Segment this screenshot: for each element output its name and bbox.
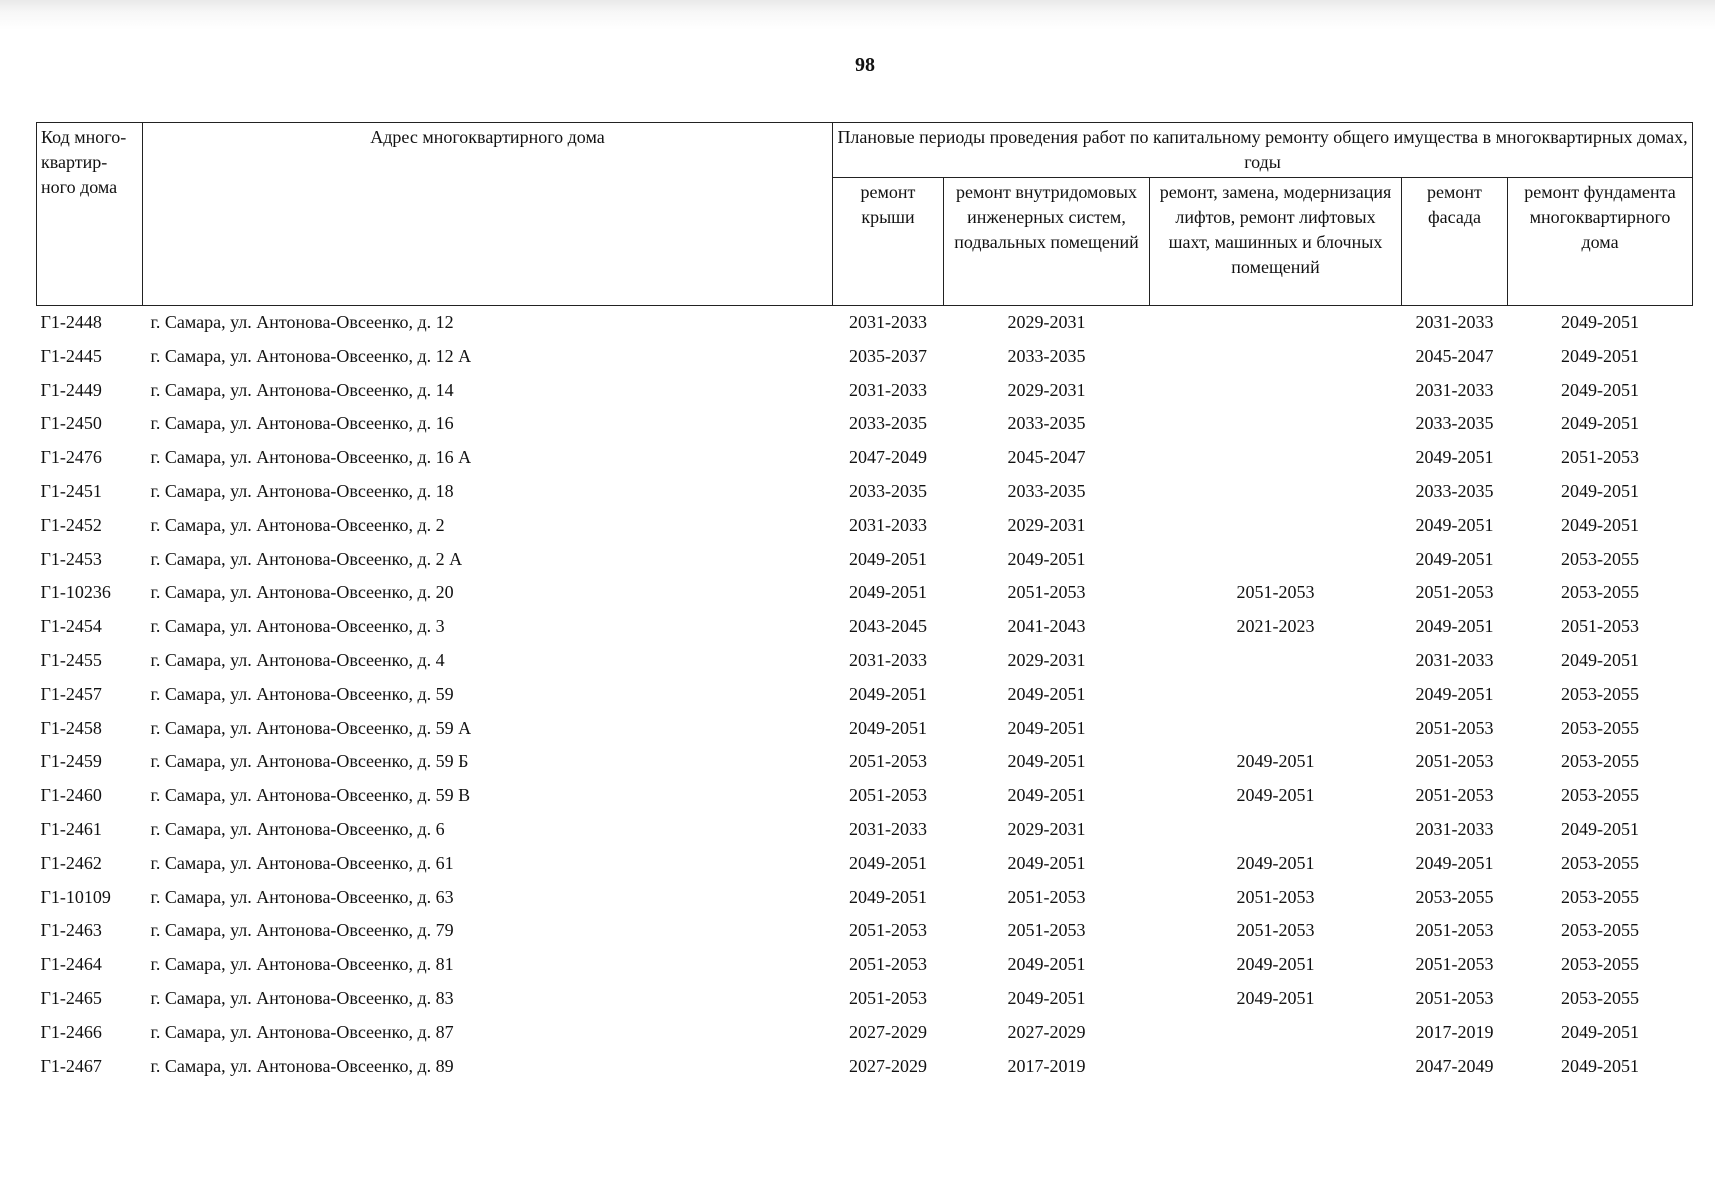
scan-edge-shadow — [0, 0, 1715, 30]
roof-period: 2047-2049 — [849, 447, 927, 468]
systems-period: 2041-2043 — [1007, 616, 1086, 637]
foundation-period: 2053-2055 — [1561, 683, 1640, 704]
systems-period: 2027-2029 — [1007, 1021, 1086, 1042]
lifts-period — [1150, 1054, 1402, 1088]
table-row — [37, 817, 1693, 851]
foundation-period: 2053-2055 — [1561, 920, 1640, 941]
facade-period: 2051-2053 — [1415, 582, 1494, 603]
foundation-period: 2049-2051 — [1561, 312, 1640, 332]
systems-period: 2049-2051 — [1007, 852, 1086, 873]
house-code: Г1-2459 — [40, 751, 102, 772]
house-code: Г1-2448 — [40, 312, 102, 332]
house-address: г. Самара, ул. Антонова-Овсеенко, д. 3 — [150, 616, 445, 637]
house-code: Г1-2445 — [40, 345, 102, 366]
header-address: Адрес многоквартирного дома — [143, 123, 833, 306]
foundation-period: 2049-2051 — [1561, 1021, 1640, 1042]
foundation-period: 2051-2053 — [1561, 616, 1640, 637]
systems-period: 2033-2035 — [1007, 413, 1086, 434]
house-code: Г1-2451 — [40, 480, 102, 501]
systems-period: 2049-2051 — [1007, 987, 1086, 1008]
header-code: Код много-квартир-ного дома — [37, 123, 143, 306]
lifts-period: 2051-2053 — [1236, 886, 1315, 907]
facade-period: 2017-2019 — [1415, 1021, 1494, 1042]
lifts-period: 2051-2053 — [1236, 920, 1315, 941]
header-foundation: ремонт фундамента многоквартирного дома — [1508, 178, 1693, 306]
header-lifts: ремонт, замена, модернизация лифтов, ремонт лифтовых шахт, машинных и блочных помещений — [1150, 178, 1402, 306]
roof-period: 2033-2035 — [849, 413, 927, 434]
systems-period: 2029-2031 — [1007, 649, 1086, 670]
roof-period: 2051-2053 — [849, 954, 927, 975]
table-row — [37, 378, 1693, 412]
roof-period: 2051-2053 — [849, 785, 927, 806]
systems-period: 2049-2051 — [1007, 954, 1086, 975]
table-row — [37, 885, 1693, 919]
lifts-period: 2049-2051 — [1236, 751, 1315, 772]
table-row — [37, 1020, 1693, 1054]
table-row — [37, 682, 1693, 716]
systems-period: 2049-2051 — [1007, 683, 1086, 704]
table-row — [37, 411, 1693, 445]
table-row — [37, 580, 1693, 614]
foundation-period: 2049-2051 — [1561, 1055, 1640, 1076]
facade-period: 2051-2053 — [1415, 751, 1494, 772]
house-address: г. Самара, ул. Антонова-Овсеенко, д. 2 А — [150, 548, 463, 569]
table-row — [37, 547, 1693, 581]
facade-period: 2051-2053 — [1415, 717, 1494, 738]
roof-period: 2031-2033 — [849, 818, 927, 839]
house-address: г. Самара, ул. Антонова-Овсеенко, д. 18 — [150, 480, 454, 501]
foundation-period: 2053-2055 — [1561, 954, 1640, 975]
facade-period: 2049-2051 — [1415, 683, 1494, 704]
foundation-period: 2049-2051 — [1561, 480, 1640, 501]
house-code: Г1-2455 — [40, 649, 102, 670]
header-engineering-systems: ремонт внутридомовых инженерных систем, подвальных помещений — [944, 178, 1150, 306]
roof-period: 2051-2053 — [849, 987, 927, 1008]
facade-period: 2033-2035 — [1415, 480, 1494, 501]
house-address: г. Самара, ул. Антонова-Овсеенко, д. 16 А — [150, 447, 472, 468]
house-code: Г1-2452 — [40, 514, 102, 535]
facade-period: 2031-2033 — [1415, 312, 1494, 332]
house-code: Г1-2466 — [40, 1021, 102, 1042]
house-code: Г1-2476 — [40, 447, 102, 468]
house-code: Г1-2454 — [40, 616, 102, 637]
lifts-period — [1150, 411, 1402, 445]
facade-period: 2031-2033 — [1415, 818, 1494, 839]
house-address: г. Самара, ул. Антонова-Овсеенко, д. 16 — [150, 413, 454, 434]
roof-period: 2049-2051 — [849, 582, 927, 603]
foundation-period: 2049-2051 — [1561, 514, 1640, 535]
lifts-period: 2021-2023 — [1236, 616, 1315, 637]
house-address: г. Самара, ул. Антонова-Овсеенко, д. 20 — [150, 582, 454, 603]
systems-period: 2033-2035 — [1007, 345, 1086, 366]
facade-period: 2049-2051 — [1415, 514, 1494, 535]
lifts-period — [1150, 547, 1402, 581]
lifts-period — [1150, 648, 1402, 682]
systems-period: 2049-2051 — [1007, 785, 1086, 806]
systems-period: 2045-2047 — [1007, 447, 1086, 468]
house-address: г. Самара, ул. Антонова-Овсеенко, д. 63 — [150, 886, 454, 907]
table-header — [37, 123, 1693, 306]
house-code: Г1-2467 — [40, 1055, 102, 1076]
systems-period: 2029-2031 — [1007, 514, 1086, 535]
facade-period: 2049-2051 — [1415, 852, 1494, 873]
facade-period: 2051-2053 — [1415, 920, 1494, 941]
systems-period: 2051-2053 — [1007, 886, 1086, 907]
lifts-period — [1150, 378, 1402, 412]
lifts-period — [1150, 716, 1402, 750]
foundation-period: 2053-2055 — [1561, 886, 1640, 907]
house-address: г. Самара, ул. Антонова-Овсеенко, д. 59 А — [150, 717, 472, 738]
foundation-period: 2053-2055 — [1561, 852, 1640, 873]
lifts-period — [1150, 513, 1402, 547]
systems-period: 2049-2051 — [1007, 717, 1086, 738]
table-row — [37, 851, 1693, 885]
header-facade: ремонт фасада — [1402, 178, 1508, 306]
facade-period: 2033-2035 — [1415, 413, 1494, 434]
house-code: Г1-2461 — [40, 818, 102, 839]
table-row — [37, 716, 1693, 750]
header-roof: ремонт крыши — [833, 178, 944, 306]
roof-period: 2033-2035 — [849, 480, 927, 501]
table-row — [37, 1054, 1693, 1088]
roof-period: 2049-2051 — [849, 717, 927, 738]
facade-period: 2047-2049 — [1415, 1055, 1494, 1076]
foundation-period: 2053-2055 — [1561, 785, 1640, 806]
table-row — [37, 918, 1693, 952]
facade-period: 2051-2053 — [1415, 987, 1494, 1008]
house-code: Г1-2450 — [40, 413, 102, 434]
table-row — [37, 749, 1693, 783]
house-code: Г1-2464 — [40, 954, 102, 975]
systems-period: 2033-2035 — [1007, 480, 1086, 501]
lifts-period: 2049-2051 — [1236, 852, 1315, 873]
lifts-period — [1150, 817, 1402, 851]
table-row — [37, 513, 1693, 547]
roof-period: 2049-2051 — [849, 886, 927, 907]
table-row — [37, 952, 1693, 986]
foundation-period: 2049-2051 — [1561, 413, 1640, 434]
roof-period: 2049-2051 — [849, 852, 927, 873]
foundation-period: 2049-2051 — [1561, 818, 1640, 839]
house-code: Г1-2457 — [40, 683, 102, 704]
systems-period: 2029-2031 — [1007, 818, 1086, 839]
house-code: Г1-10236 — [40, 582, 111, 603]
page-number: 98 — [855, 54, 875, 76]
facade-period: 2049-2051 — [1415, 616, 1494, 637]
house-code: Г1-2465 — [40, 987, 102, 1008]
table-body — [37, 306, 1693, 1088]
facade-period: 2031-2033 — [1415, 649, 1494, 670]
facade-period: 2051-2053 — [1415, 785, 1494, 806]
house-address: г. Самара, ул. Антонова-Овсеенко, д. 14 — [150, 379, 454, 400]
facade-period: 2031-2033 — [1415, 379, 1494, 400]
facade-period: 2049-2051 — [1415, 548, 1494, 569]
roof-period: 2051-2053 — [849, 920, 927, 941]
table-row — [37, 986, 1693, 1020]
house-address: г. Самара, ул. Антонова-Овсеенко, д. 2 — [150, 514, 445, 535]
lifts-period — [1150, 344, 1402, 378]
house-address: г. Самара, ул. Антонова-Овсеенко, д. 83 — [150, 987, 454, 1008]
roof-period: 2031-2033 — [849, 379, 927, 400]
facade-period: 2051-2053 — [1415, 954, 1494, 975]
systems-period: 2051-2053 — [1007, 920, 1086, 941]
facade-period: 2053-2055 — [1415, 886, 1494, 907]
foundation-period: 2053-2055 — [1561, 987, 1640, 1008]
table-row — [37, 479, 1693, 513]
roof-period: 2027-2029 — [849, 1021, 927, 1042]
house-code: Г1-2462 — [40, 852, 102, 873]
house-address: г. Самара, ул. Антонова-Овсеенко, д. 89 — [150, 1055, 454, 1076]
table-row — [37, 783, 1693, 817]
roof-period: 2031-2033 — [849, 514, 927, 535]
house-address: г. Самара, ул. Антонова-Овсеенко, д. 61 — [150, 852, 454, 873]
lifts-period: 2051-2053 — [1236, 582, 1315, 603]
house-address: г. Самара, ул. Антонова-Овсеенко, д. 59 Б — [150, 751, 469, 772]
roof-period: 2035-2037 — [849, 345, 927, 366]
lifts-period — [1150, 306, 1402, 344]
roof-period: 2049-2051 — [849, 683, 927, 704]
foundation-period: 2053-2055 — [1561, 548, 1640, 569]
header-periods-group: Плановые периоды проведения работ по капитальному ремонту общего имущества в многоквартирных домах, годы — [833, 123, 1693, 178]
house-code: Г1-2460 — [40, 785, 102, 806]
facade-period: 2049-2051 — [1415, 447, 1494, 468]
lifts-period — [1150, 1020, 1402, 1054]
systems-period: 2049-2051 — [1007, 751, 1086, 772]
table-row — [37, 648, 1693, 682]
capital-repair-table — [36, 122, 1693, 1087]
house-code: Г1-2463 — [40, 920, 102, 941]
foundation-period: 2049-2051 — [1561, 379, 1640, 400]
systems-period: 2029-2031 — [1007, 312, 1086, 332]
house-address: г. Самара, ул. Антонова-Овсеенко, д. 79 — [150, 920, 454, 941]
table-row — [37, 344, 1693, 378]
house-address: г. Самара, ул. Антонова-Овсеенко, д. 12 А — [150, 345, 472, 366]
house-address: г. Самара, ул. Антонова-Овсеенко, д. 6 — [150, 818, 445, 839]
lifts-period — [1150, 682, 1402, 716]
foundation-period: 2053-2055 — [1561, 582, 1640, 603]
systems-period: 2029-2031 — [1007, 379, 1086, 400]
house-address: г. Самара, ул. Антонова-Овсеенко, д. 59 В — [150, 785, 471, 806]
house-address: г. Самара, ул. Антонова-Овсеенко, д. 4 — [150, 649, 445, 670]
roof-period: 2043-2045 — [849, 616, 927, 637]
house-code: Г1-2449 — [40, 379, 102, 400]
roof-period: 2051-2053 — [849, 751, 927, 772]
house-address: г. Самара, ул. Антонова-Овсеенко, д. 59 — [150, 683, 454, 704]
systems-period: 2017-2019 — [1007, 1055, 1086, 1076]
lifts-period: 2049-2051 — [1236, 987, 1315, 1008]
facade-period: 2045-2047 — [1415, 345, 1494, 366]
house-address: г. Самара, ул. Антонова-Овсеенко, д. 87 — [150, 1021, 454, 1042]
lifts-period — [1150, 479, 1402, 513]
lifts-period — [1150, 445, 1402, 479]
table-row — [37, 306, 1693, 344]
roof-period: 2049-2051 — [849, 548, 927, 569]
roof-period: 2031-2033 — [849, 312, 927, 332]
table-row — [37, 614, 1693, 648]
foundation-period: 2049-2051 — [1561, 345, 1640, 366]
lifts-period: 2049-2051 — [1236, 785, 1315, 806]
systems-period: 2051-2053 — [1007, 582, 1086, 603]
house-address: г. Самара, ул. Антонова-Овсеенко, д. 12 — [150, 312, 454, 332]
systems-period: 2049-2051 — [1007, 548, 1086, 569]
house-code: Г1-2453 — [40, 548, 102, 569]
foundation-period: 2051-2053 — [1561, 447, 1640, 468]
house-address: г. Самара, ул. Антонова-Овсеенко, д. 81 — [150, 954, 454, 975]
lifts-period: 2049-2051 — [1236, 954, 1315, 975]
register-sheet — [36, 122, 1692, 1087]
foundation-period: 2049-2051 — [1561, 649, 1640, 670]
house-code: Г1-2458 — [40, 717, 102, 738]
foundation-period: 2053-2055 — [1561, 751, 1640, 772]
roof-period: 2031-2033 — [849, 649, 927, 670]
house-code: Г1-10109 — [40, 886, 111, 907]
roof-period: 2027-2029 — [849, 1055, 927, 1076]
table-row — [37, 445, 1693, 479]
foundation-period: 2053-2055 — [1561, 717, 1640, 738]
